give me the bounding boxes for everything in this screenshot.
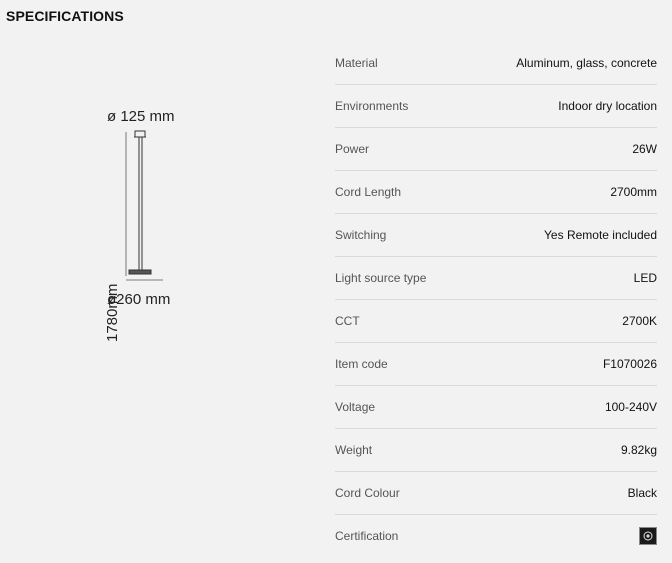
spec-value: LED xyxy=(633,271,657,285)
lamp-shade xyxy=(135,131,145,137)
spec-row-environments xyxy=(335,85,657,128)
lamp-base xyxy=(129,270,151,274)
spec-label: CCT xyxy=(335,314,360,328)
spec-label: Item code xyxy=(335,357,388,371)
spec-label: Power xyxy=(335,142,370,156)
certification-mark-icon xyxy=(639,527,657,545)
top-diameter-label: ø 125 mm xyxy=(107,108,175,125)
spec-row-light-source-type xyxy=(335,257,657,300)
spec-label: Cord Length xyxy=(335,185,402,199)
spec-value: 100-240V xyxy=(604,400,657,414)
spec-value: 2700mm xyxy=(610,185,657,199)
spec-row-item-code xyxy=(335,343,657,386)
height-label: 1780mm xyxy=(104,283,121,342)
page-title: SPECIFICATIONS xyxy=(6,8,124,24)
lamp-dimension-drawing xyxy=(90,100,200,342)
spec-value: 9.82kg xyxy=(620,443,657,457)
spec-value: Indoor dry location xyxy=(558,99,657,113)
spec-value: 2700K xyxy=(622,314,657,328)
spec-row-cord-length xyxy=(335,171,657,214)
spec-row-weight xyxy=(335,429,657,472)
spec-label: Weight xyxy=(335,443,373,457)
spec-value: Aluminum, glass, concrete xyxy=(516,56,657,70)
spec-label: Switching xyxy=(335,228,387,242)
spec-label: Certification xyxy=(335,529,399,543)
base-diameter-label: ø260 mm xyxy=(107,291,171,308)
spec-row-material xyxy=(335,42,657,85)
spec-row-certification xyxy=(335,515,657,557)
spec-row-voltage xyxy=(335,386,657,429)
spec-label: Material xyxy=(335,56,378,70)
spec-label: Light source type xyxy=(335,271,427,285)
spec-value: F1070026 xyxy=(602,357,657,371)
spec-row-cct xyxy=(335,300,657,343)
spec-value: Black xyxy=(627,486,657,500)
spec-row-cord-colour xyxy=(335,472,657,515)
spec-value: Yes Remote included xyxy=(544,228,657,242)
spec-value: 26W xyxy=(632,142,657,156)
specifications-table xyxy=(335,42,657,557)
spec-row-switching xyxy=(335,214,657,257)
spec-row-power xyxy=(335,128,657,171)
spec-label: Cord Colour xyxy=(335,486,400,500)
spec-label: Voltage xyxy=(335,400,376,414)
spec-label: Environments xyxy=(335,99,409,113)
